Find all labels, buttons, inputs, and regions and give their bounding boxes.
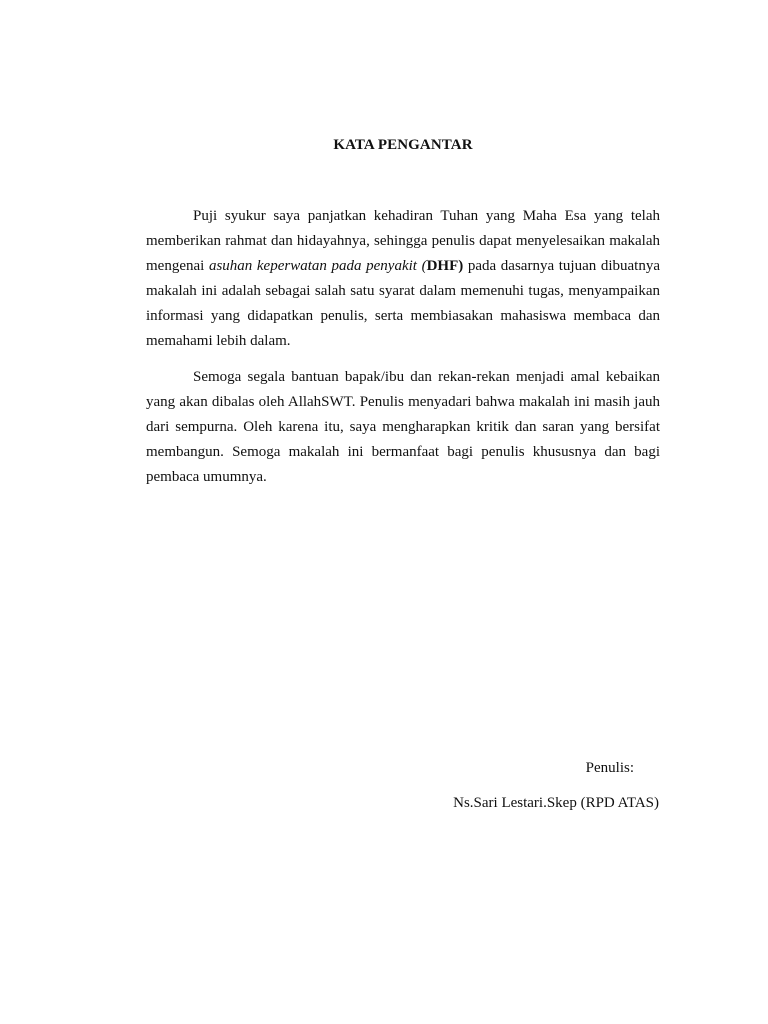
page-title: KATA PENGANTAR	[333, 137, 473, 153]
paragraph-closing: Semoga segala bantuan bapak/ibu dan rekan-rekan menjadi amal kebaikan yang akan dibalas oleh AllahSWT. Penulis menyadari bahwa makalah ini masih jauh dari sempurna. Oleh karena itu, saya mengharapkan kritik dan saran yang bersifat membangun. Semoga makalah ini bermanfaat bagi penulis khususnya dan bagi pembaca umumnya.	[146, 369, 660, 485]
signature-label: Penulis:	[585, 760, 634, 776]
paragraph-intro-text: Puji syukur saya panjatkan kehadiran Tuhan yang Maha Esa yang telah memberikan rahmat dan hidayahnya, sehingga penulis dapat menyelesaikan makalah mengenai	[146, 208, 660, 274]
paragraph-intro-italic: asuhan keperwatan pada penyakit (	[208, 258, 427, 274]
paragraph-intro-bold: DHF)	[426, 258, 464, 274]
paragraph-intro	[146, 204, 660, 354]
paragraph-intro-rest: pada dasarnya tujuan dibuatnya makalah ini adalah sebagai salah satu syarat dalam memenuhi tugas, menyampaikan informasi yang didapatkan penulis, serta membiasakan mahasiswa membaca dan memahami lebih dalam.	[146, 258, 660, 349]
signature-name: Ns.Sari Lestari.Skep (RPD ATAS)	[453, 795, 659, 811]
